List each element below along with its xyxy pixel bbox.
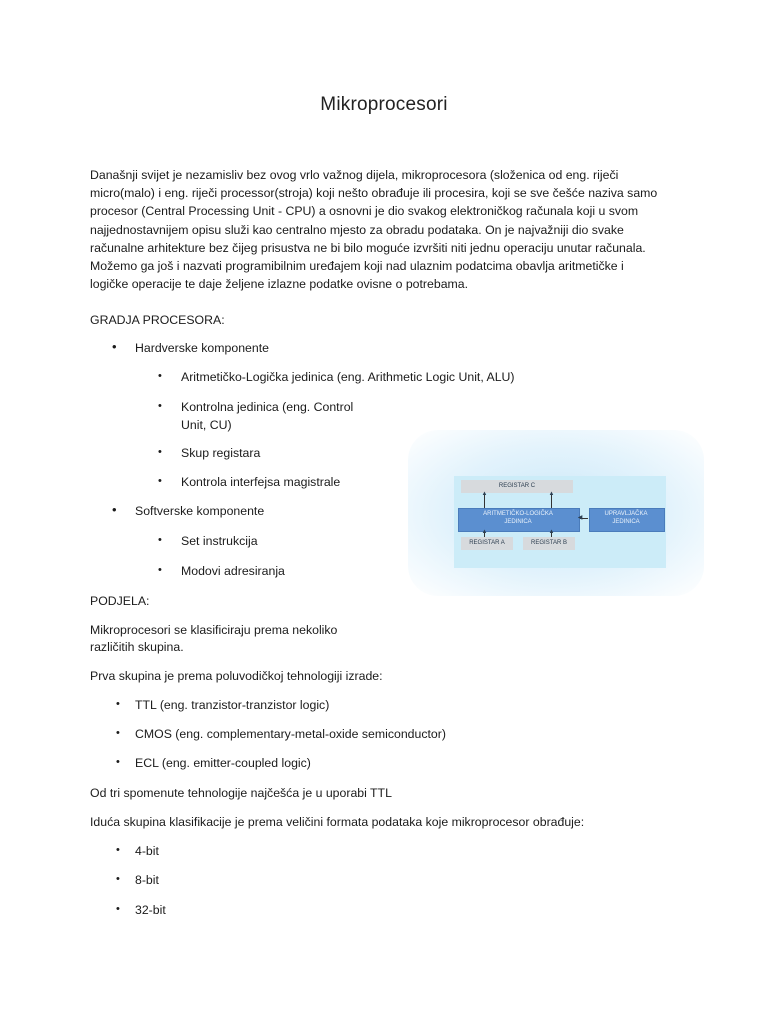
arrow-up-icon: ▲ <box>481 491 488 497</box>
tech-item: TTL (eng. tranzistor-tranzistor logic) <box>135 698 330 712</box>
bullet-icon: • <box>112 502 117 517</box>
hardware-label: Hardverske komponente <box>135 341 269 355</box>
bullet-icon: • <box>116 873 120 885</box>
hardware-item: Unit, CU) <box>181 418 232 432</box>
bullet-icon: • <box>116 903 120 915</box>
bullet-icon: • <box>116 844 120 856</box>
bullet-icon: • <box>158 370 162 382</box>
intro-paragraph <box>90 166 657 293</box>
bullet-icon: • <box>158 446 162 458</box>
bullet-icon: • <box>158 534 162 546</box>
bullet-icon: • <box>116 756 120 768</box>
intro-line: računalne arhitekture bez čijeg prisustva ne bi bilo moguće izvršiti niti jednu operaciju unutar računala. <box>90 240 646 255</box>
arrow-up-icon: ▲ <box>548 491 555 497</box>
bullet-icon: • <box>116 727 120 739</box>
register-c-label: REGISTAR C <box>498 483 536 489</box>
software-label: Softverske komponente <box>135 504 265 518</box>
control-label-1: UPRAVLJAČKA <box>604 511 648 517</box>
bullet-icon: • <box>116 698 120 710</box>
iduca-text: Iduća skupina klasifikacije je prema veličini formata podataka koje mikroprocesor obrađuje: <box>90 815 585 829</box>
gradja-heading: GRADJA PROCESORA: <box>90 313 225 327</box>
register-b-label: REGISTAR B <box>531 540 567 546</box>
bit-item: 4-bit <box>135 844 159 858</box>
podjela-text: Mikroprocesori se klasificiraju prema nekoliko <box>90 623 338 637</box>
bullet-icon: • <box>158 475 162 487</box>
page-title: Mikroprocesori <box>320 94 448 115</box>
intro-line: logičke operacije te daje željene izlazne podatke ovisne o potrebama. <box>90 277 469 292</box>
najcesca-text: Od tri spomenute tehnologije najčešća je u uporabi TTL <box>90 786 392 800</box>
alu-label-1: ARITMETIČKO-LOGIČKA <box>483 511 553 517</box>
hardware-item: Skup registara <box>181 446 261 460</box>
intro-line: micro(malo) i eng. riječi processor(stroja) koji nešto obrađuje ili procesira, koji se sve češće naziva samo <box>90 186 658 201</box>
bit-item: 32-bit <box>135 903 166 917</box>
bullet-icon: • <box>158 400 162 412</box>
tech-item: CMOS (eng. complementary-metal-oxide semiconductor) <box>135 727 446 741</box>
software-item: Set instrukcija <box>181 534 258 548</box>
intro-line: najjednostavnijem opisu služi kao centralno mjesto za obradu podataka. On je najvažniji dio svake <box>90 222 624 237</box>
arrow-left-icon: ◀ <box>577 515 583 521</box>
intro-line: procesor (Central Processing Unit - CPU) a osnovni je dio svakog elektroničkog računala koji u svom <box>90 204 639 219</box>
podjela-text: različitih skupina. <box>90 640 184 654</box>
arrow-up-icon: ▲ <box>548 529 555 535</box>
intro-line: Današnji svijet je nezamisliv bez ovog vrlo važnog dijela, mikroprocesora (složenica od eng. riječi <box>90 168 619 182</box>
podjela-heading: PODJELA: <box>90 594 150 608</box>
hardware-item: Kontrola interfejsa magistrale <box>181 475 341 489</box>
bit-item: 8-bit <box>135 873 159 887</box>
software-item: Modovi adresiranja <box>181 564 285 578</box>
hardware-item: Kontrolna jedinica (eng. Control <box>181 400 354 414</box>
tech-item: ECL (eng. emitter-coupled logic) <box>135 756 311 770</box>
prva-skupina: Prva skupina je prema poluvodičkoj tehnologiji izrade: <box>90 669 383 683</box>
arrow-up-icon: ▲ <box>481 529 488 535</box>
bullet-icon: • <box>158 564 162 576</box>
register-a-label: REGISTAR A <box>469 540 505 546</box>
bullet-icon: • <box>112 339 117 354</box>
hardware-item: Aritmetičko-Logička jedinica (eng. Arithmetic Logic Unit, ALU) <box>181 370 515 384</box>
alu-label-2: JEDINICA <box>504 519 532 525</box>
intro-line: Možemo ga još i nazvati programibilnim uređajem koji nad ulaznim podatcima obavlja aritmetičke i <box>90 259 624 274</box>
control-label-2: JEDINICA <box>612 519 640 525</box>
